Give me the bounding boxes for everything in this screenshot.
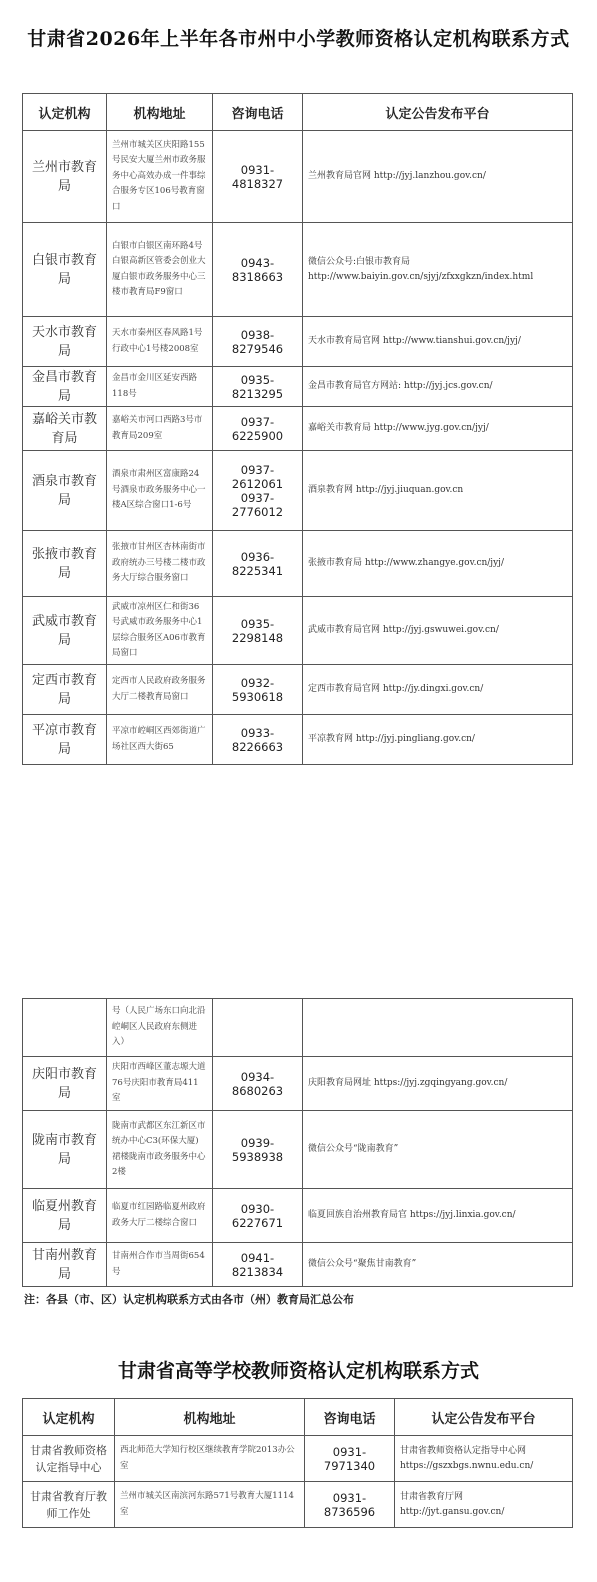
platform-link[interactable]: 武威市教育局官网 http://jyj.gswuwei.gov.cn/ [308, 625, 499, 635]
platform-cell [303, 1111, 573, 1189]
footnote: 注：各县（市、区）认定机构联系方式由各市（州）教育局汇总公布 [24, 1293, 354, 1306]
org-name-cell: 酒泉市教育局 [23, 451, 107, 531]
address-cell: 陇南市武都区东江新区市统办中心C3(环保大厦)裙楼陇南市政务服务中心2楼 [107, 1111, 213, 1189]
phone-number: 0937-6225900 [231, 414, 284, 443]
platform-cell [303, 597, 573, 665]
platform-link[interactable]: 定西市教育局官网 http://jy.dingxi.gov.cn/ [308, 684, 484, 694]
org-name-cell: 甘肃省教育厅教师工作处 [23, 1482, 115, 1528]
table-row [23, 1057, 573, 1111]
platform-link[interactable]: 临夏回族自治州教育局官 https://jyj.linxia.gov.cn/ [308, 1210, 516, 1220]
org-name-cell: 金昌市教育局 [23, 367, 107, 407]
platform-cell [395, 1436, 573, 1482]
org-name-cell: 天水市教育局 [23, 317, 107, 367]
platform-cell [303, 451, 573, 531]
platform-link[interactable]: 酒泉教育网 http://jyj.jiuquan.gov.cn [308, 485, 464, 495]
address-cell: 天水市秦州区春风路1号行政中心1号楼2008室 [107, 317, 213, 367]
header-platform: 认定公告发布平台 [395, 1399, 573, 1436]
phone-cell [213, 1111, 303, 1189]
org-name-cell: 白银市教育局 [23, 223, 107, 317]
address-cell: 兰州市城关区庆阳路155号民安大厦兰州市政务服务中心高效办成一件事综合服务专区106号教育窗口 [107, 131, 213, 223]
phone-cell [213, 1189, 303, 1243]
header-org: 认定机构 [23, 94, 107, 131]
phone-cell [213, 131, 303, 223]
header-address: 机构地址 [115, 1399, 305, 1436]
org-name-cell: 定西市教育局 [23, 665, 107, 715]
phone-number: 0938-8279546 [231, 327, 284, 356]
table-row [23, 223, 573, 317]
phone-cell [213, 665, 303, 715]
platform-link[interactable]: 兰州教育局官网 http://jyj.lanzhou.gov.cn/ [308, 171, 486, 181]
platform-link[interactable]: 甘肃省教师资格认定指导中心网 [400, 1445, 527, 1456]
phone-number: 0937-2776012 [231, 490, 284, 519]
phone-number: 0935-2298148 [231, 616, 284, 645]
phone-cell [213, 451, 303, 531]
platform-cell [303, 367, 573, 407]
contact-table-university [22, 1398, 573, 1528]
phone-number: 0931-8736596 [323, 1490, 376, 1519]
header-org: 认定机构 [23, 1399, 115, 1436]
phone-number: 0936-8225341 [231, 549, 284, 578]
platform-cell [303, 407, 573, 451]
address-cell: 嘉峪关市河口西路3号市教育局209室 [107, 407, 213, 451]
table-row [23, 1436, 573, 1482]
org-name-cell: 武威市教育局 [23, 597, 107, 665]
address-cell: 庆阳市西峰区董志塬大道76号庆阳市教育局411室 [107, 1057, 213, 1111]
phone-cell [213, 597, 303, 665]
address-cell: 平凉市崆峒区西郊街道广场社区西大街65 [107, 715, 213, 765]
org-name-cell: 兰州市教育局 [23, 131, 107, 223]
org-name-cell: 庆阳市教育局 [23, 1057, 107, 1111]
platform-link[interactable]: 平凉教育网 http://jyj.pingliang.gov.cn/ [308, 734, 475, 744]
platform-link[interactable]: 庆阳教育局网址 https://jyj.zgqingyang.gov.cn/ [308, 1078, 508, 1088]
table-row [23, 131, 573, 223]
platform-cell [303, 531, 573, 597]
platform-cell [303, 1243, 573, 1287]
platform-cell [303, 223, 573, 317]
phone-number: 0931-4818327 [231, 162, 284, 191]
phone-cell [305, 1436, 395, 1482]
phone-cell [213, 999, 303, 1057]
phone-number: 0934-8680263 [231, 1069, 284, 1098]
table-row [23, 597, 573, 665]
table-row [23, 1111, 573, 1189]
phone-number: 0930-6227671 [231, 1201, 284, 1230]
platform-link[interactable]: 张掖市教育局 http://www.zhangye.gov.cn/jyj/ [308, 558, 505, 568]
phone-number: 0941-8213834 [231, 1250, 284, 1279]
phone-cell [213, 1243, 303, 1287]
address-cell: 武威市凉州区仁和街36号武威市政务服务中心1层综合服务区A06市教育局窗口 [107, 597, 213, 665]
org-name-cell: 临夏州教育局 [23, 1189, 107, 1243]
phone-cell [213, 407, 303, 451]
platform-cell [303, 999, 573, 1057]
phone-number: 0937-2612061 [231, 462, 284, 491]
table-row [23, 451, 573, 531]
org-name-cell: 甘南州教育局 [23, 1243, 107, 1287]
platform-link[interactable]: 天水市教育局官网 http://www.tianshui.gov.cn/jyj/ [308, 336, 521, 346]
platform-link[interactable]: 微信公众号“陇南教育” [308, 1144, 399, 1154]
address-cell: 白银市白银区南环路4号白银高新区管委会创业大厦白银市政务服务中心三楼市教育局F9窗口 [107, 223, 213, 317]
address-cell: 兰州市城关区南滨河东路571号教育大厦1114室 [115, 1482, 305, 1528]
header-phone: 咨询电话 [213, 94, 303, 131]
table-row [23, 1189, 573, 1243]
table-row [23, 665, 573, 715]
phone-cell [305, 1482, 395, 1528]
platform-cell [303, 131, 573, 223]
org-name-cell: 平凉市教育局 [23, 715, 107, 765]
phone-cell [213, 1057, 303, 1111]
platform-link[interactable]: 金昌市教育局官方网站: http://jyj.jcs.gov.cn/ [308, 381, 493, 391]
table-header-row [23, 1399, 573, 1436]
address-cell: 金昌市金川区延安西路118号 [107, 367, 213, 407]
header-phone: 咨询电话 [305, 1399, 395, 1436]
platform-cell [303, 715, 573, 765]
org-name-cell: 嘉峪关市教育局 [23, 407, 107, 451]
phone-cell [213, 317, 303, 367]
phone-number: 0943-8318663 [231, 255, 284, 284]
org-name-cell: 陇南市教育局 [23, 1111, 107, 1189]
header-address: 机构地址 [107, 94, 213, 131]
platform-link[interactable]: 微信公众号“聚焦甘南教育” [308, 1259, 417, 1269]
contact-table-primary [22, 93, 573, 765]
org-name-cell: 张掖市教育局 [23, 531, 107, 597]
platform-link[interactable]: 微信公众号:白银市教育局 [308, 256, 411, 267]
phone-cell [213, 531, 303, 597]
platform-link[interactable]: http://www.baiyin.gov.cn/sjyj/zfxxgkzn/index.html [308, 271, 534, 282]
section-title-university: 甘肃省高等学校教师资格认定机构联系方式 [117, 1360, 479, 1382]
address-cell: 定西市人民政府政务服务大厅二楼教育局窗口 [107, 665, 213, 715]
address-cell: 临夏市红园路临夏州政府政务大厅二楼综合窗口 [107, 1189, 213, 1243]
address-cell: 酒泉市肃州区富康路24号酒泉市政务服务中心一楼A区综合窗口1-6号 [107, 451, 213, 531]
phone-number: 0931-7971340 [323, 1444, 376, 1473]
phone-number: 0935-8213295 [231, 372, 284, 401]
table-row [23, 367, 573, 407]
header-platform: 认定公告发布平台 [303, 94, 573, 131]
table-header-row [23, 94, 573, 131]
platform-cell [303, 317, 573, 367]
platform-cell [303, 1057, 573, 1111]
platform-cell [303, 665, 573, 715]
phone-number: 0933-8226663 [231, 725, 284, 754]
table-row [23, 1243, 573, 1287]
table-row [23, 1482, 573, 1528]
contact-table-continued [22, 998, 573, 1287]
phone-cell [213, 715, 303, 765]
platform-link[interactable]: https://gszxbgs.nwnu.edu.cn/ [400, 1460, 534, 1471]
table-row [23, 531, 573, 597]
phone-cell [213, 367, 303, 407]
table-row [23, 317, 573, 367]
platform-link[interactable]: 嘉峪关市教育局 http://www.jyg.gov.cn/jyj/ [308, 423, 489, 433]
address-cell: 号（人民广场东口向北沿崆峒区人民政府东侧进入） [107, 999, 213, 1057]
table-row [23, 407, 573, 451]
platform-cell [303, 1189, 573, 1243]
platform-link[interactable]: 甘肃省教育厅网 [400, 1491, 464, 1502]
table-row [23, 715, 573, 765]
org-name-cell [23, 999, 107, 1057]
phone-number: 0939-5938938 [231, 1135, 284, 1164]
address-cell: 甘南州合作市当周街654号 [107, 1243, 213, 1287]
address-cell: 西北师范大学知行校区继续教育学院2013办公室 [115, 1436, 305, 1482]
page-title: 甘肃省2026年上半年各市州中小学教师资格认定机构联系方式 [27, 28, 570, 50]
org-name-cell: 甘肃省教师资格认定指导中心 [23, 1436, 115, 1482]
phone-number: 0932-5930618 [231, 675, 284, 704]
table-row [23, 999, 573, 1057]
phone-cell [213, 223, 303, 317]
platform-cell [395, 1482, 573, 1528]
address-cell: 张掖市甘州区杏林南街市政府统办三号楼二楼市政务大厅综合服务窗口 [107, 531, 213, 597]
platform-link[interactable]: http://jyt.gansu.gov.cn/ [400, 1506, 505, 1517]
